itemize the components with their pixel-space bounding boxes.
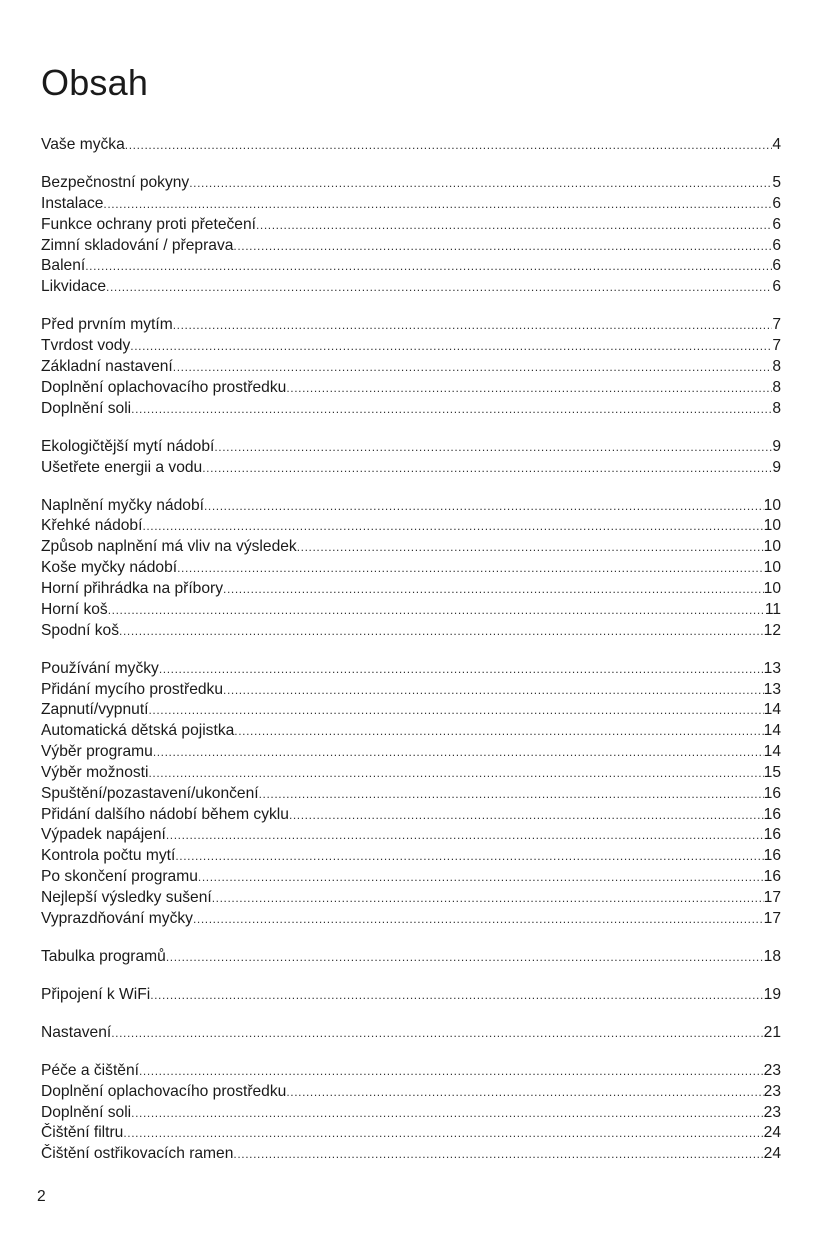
toc-entry-label: Přidání dalšího nádobí během cyklu	[41, 805, 289, 823]
toc-entry[interactable]	[41, 537, 781, 558]
toc-dot-leader	[175, 846, 763, 867]
toc-dot-leader	[234, 721, 763, 742]
toc-entry[interactable]	[41, 496, 781, 517]
toc-dot-leader	[233, 1144, 763, 1165]
toc-entry-label: Likvidace	[41, 278, 107, 296]
toc-dot-leader	[214, 437, 772, 458]
toc-entry[interactable]	[41, 579, 781, 600]
toc-entry-page-number: 7	[772, 337, 781, 355]
toc-entry-page-number: 11	[764, 600, 781, 618]
toc-group	[41, 315, 781, 419]
toc-dot-leader	[149, 700, 764, 721]
toc-entry-page-number: 24	[763, 1124, 781, 1142]
toc-entry-label: Základní nastavení	[41, 357, 173, 375]
toc-entry-page-number: 23	[763, 1103, 781, 1121]
toc-entry[interactable]	[41, 516, 781, 537]
toc-dot-leader	[119, 621, 764, 642]
toc-dot-leader	[148, 763, 763, 784]
toc-dot-leader	[108, 600, 765, 621]
toc-entry-label: Nastavení	[41, 1023, 112, 1041]
toc-dot-leader	[198, 867, 764, 888]
toc-entry[interactable]	[41, 336, 781, 357]
toc-dot-leader	[150, 985, 763, 1006]
toc-entry-label: Čištění filtru	[41, 1124, 124, 1142]
toc-dot-leader	[131, 399, 772, 420]
toc-entry[interactable]	[41, 721, 781, 742]
toc-entry-label: Bezpečnostní pokyny	[41, 174, 190, 192]
toc-group	[41, 173, 781, 298]
toc-dot-leader	[289, 805, 764, 826]
toc-entry[interactable]	[41, 888, 781, 909]
toc-entry-label: Horní koš	[41, 600, 108, 618]
toc-dot-leader	[212, 888, 764, 909]
toc-dot-leader	[142, 516, 763, 537]
toc-group	[41, 135, 781, 156]
toc-entry-label: Funkce ochrany proti přetečení	[41, 215, 256, 233]
toc-entry-page-number: 5	[772, 174, 781, 192]
toc-entry-label: Automatická dětská pojistka	[41, 722, 235, 740]
toc-dot-leader	[223, 579, 764, 600]
toc-entry[interactable]	[41, 805, 781, 826]
toc-group	[41, 496, 781, 642]
toc-entry-label: Zapnutí/vypnutí	[41, 701, 149, 719]
toc-entry-page-number: 17	[763, 888, 781, 906]
toc-entry-label: Tabulka programů	[41, 947, 166, 965]
toc-group	[41, 1061, 781, 1165]
toc-entry-page-number: 21	[763, 1023, 781, 1041]
toc-dot-leader	[286, 378, 772, 399]
toc-entry-page-number: 8	[772, 378, 781, 396]
toc-entry[interactable]	[41, 215, 781, 236]
toc-entry-page-number: 7	[772, 316, 781, 334]
toc-entry-page-number: 14	[763, 743, 781, 761]
toc-entry-label: Připojení k WiFi	[41, 985, 151, 1003]
toc-entry-page-number: 17	[763, 909, 781, 927]
toc-entry[interactable]	[41, 784, 781, 805]
toc-dot-leader	[202, 458, 772, 479]
toc-entry[interactable]	[41, 378, 781, 399]
toc-entry[interactable]	[41, 947, 781, 968]
toc-entry-label: Tvrdost vody	[41, 337, 131, 355]
toc-entry[interactable]	[41, 399, 781, 420]
toc-entry[interactable]	[41, 1103, 781, 1124]
toc-group	[41, 1023, 781, 1044]
toc-entry-page-number: 14	[763, 701, 781, 719]
toc-group	[41, 659, 781, 930]
toc-entry-page-number: 10	[763, 559, 781, 577]
toc-dot-leader	[259, 784, 764, 805]
toc-entry[interactable]	[41, 621, 781, 642]
toc-entry-label: Spuštění/pozastavení/ukončení	[41, 784, 259, 802]
toc-entry-label: Před prvním mytím	[41, 316, 173, 334]
toc-entry-label: Vyprazdňování myčky	[41, 909, 193, 927]
toc-entry-page-number: 14	[763, 722, 781, 740]
toc-dot-leader	[85, 256, 772, 277]
toc-entry[interactable]	[41, 135, 781, 156]
toc-dot-leader	[130, 336, 772, 357]
toc-dot-leader	[233, 236, 772, 257]
toc-group	[41, 985, 781, 1006]
toc-entry-label: Používání myčky	[41, 659, 159, 677]
toc-entry-page-number: 19	[763, 985, 781, 1003]
toc-dot-leader	[193, 909, 764, 930]
toc-entry[interactable]	[41, 909, 781, 930]
toc-entry-label: Ekologičtější mytí nádobí	[41, 437, 215, 455]
toc-entry[interactable]	[41, 742, 781, 763]
toc-entry-page-number: 8	[772, 357, 781, 375]
toc-entry-label: Zimní skladování / přeprava	[41, 236, 234, 254]
toc-entry[interactable]	[41, 680, 781, 701]
toc-entry-label: Doplnění soli	[41, 1103, 132, 1121]
toc-entry-page-number: 16	[763, 868, 781, 886]
toc-dot-leader	[125, 135, 773, 156]
toc-dot-leader	[106, 277, 772, 298]
toc-entry[interactable]	[41, 1144, 781, 1165]
toc-entry-page-number: 23	[763, 1082, 781, 1100]
toc-entry-label: Péče a čištění	[41, 1061, 139, 1079]
toc-entry-label: Spodní koš	[41, 621, 120, 639]
toc-entry[interactable]	[41, 825, 781, 846]
toc-dot-leader	[103, 194, 772, 215]
toc-entry-page-number: 10	[763, 538, 781, 556]
toc-entry-label: Po skončení programu	[41, 868, 198, 886]
toc-entry[interactable]	[41, 985, 781, 1006]
page-title: Obsah	[41, 62, 149, 103]
toc-entry-label: Výpadek napájení	[41, 826, 166, 844]
toc-dot-leader	[159, 659, 764, 680]
toc-entry-page-number: 10	[763, 579, 781, 597]
toc-dot-leader	[173, 357, 773, 378]
toc-entry-page-number: 4	[772, 136, 781, 153]
table-of-contents	[41, 135, 781, 1182]
toc-entry[interactable]	[41, 558, 781, 579]
toc-dot-leader	[256, 215, 772, 236]
toc-entry-page-number: 16	[763, 784, 781, 802]
toc-entry[interactable]	[41, 846, 781, 867]
toc-entry[interactable]	[41, 1023, 781, 1044]
toc-entry-label: Doplnění oplachovacího prostředku	[41, 378, 287, 396]
toc-entry-page-number: 8	[772, 399, 781, 417]
toc-entry-page-number: 9	[772, 437, 781, 455]
toc-entry-page-number: 24	[763, 1145, 781, 1163]
toc-entry[interactable]	[41, 1123, 781, 1144]
toc-dot-leader	[173, 315, 773, 336]
toc-entry[interactable]	[41, 763, 781, 784]
toc-dot-leader	[166, 947, 764, 968]
toc-entry-page-number: 6	[772, 236, 781, 254]
toc-entry-page-number: 6	[772, 215, 781, 233]
toc-entry-label: Koše myčky nádobí	[41, 559, 178, 577]
toc-entry-page-number: 18	[763, 947, 781, 965]
toc-entry-page-number: 16	[763, 847, 781, 865]
toc-entry-label: Způsob naplnění má vliv na výsledek	[41, 538, 297, 556]
toc-entry-page-number: 13	[763, 680, 781, 698]
toc-entry-page-number: 12	[763, 621, 781, 639]
toc-entry-label: Přidání mycího prostředku	[41, 680, 224, 698]
toc-group	[41, 947, 781, 968]
toc-entry-label: Křehké nádobí	[41, 517, 143, 535]
toc-entry-page-number: 16	[763, 826, 781, 844]
toc-entry-page-number: 10	[763, 517, 781, 535]
toc-entry[interactable]	[41, 315, 781, 336]
toc-entry-label: Kontrola počtu mytí	[41, 847, 176, 865]
toc-dot-leader	[297, 537, 764, 558]
toc-dot-leader	[139, 1061, 764, 1082]
toc-dot-leader	[166, 825, 764, 846]
toc-entry-label: Ušetřete energii a vodu	[41, 458, 203, 476]
toc-entry[interactable]	[41, 277, 781, 298]
toc-entry[interactable]	[41, 256, 781, 277]
toc-dot-leader	[177, 558, 764, 579]
toc-entry[interactable]	[41, 659, 781, 680]
toc-entry-label: Vaše myčka	[41, 136, 125, 153]
toc-entry[interactable]	[41, 1082, 781, 1103]
toc-entry[interactable]	[41, 867, 781, 888]
toc-dot-leader	[123, 1123, 763, 1144]
toc-entry[interactable]	[41, 173, 781, 194]
toc-dot-leader	[153, 742, 764, 763]
toc-entry-label: Horní přihrádka na příbory	[41, 579, 224, 597]
toc-entry[interactable]	[41, 236, 781, 257]
toc-entry-label: Výběr programu	[41, 743, 153, 761]
toc-dot-leader	[223, 680, 764, 701]
toc-dot-leader	[111, 1023, 763, 1044]
toc-entry-page-number: 9	[772, 458, 781, 476]
toc-dot-leader	[189, 173, 772, 194]
toc-entry[interactable]	[41, 437, 781, 458]
toc-entry-page-number: 6	[772, 194, 781, 212]
toc-entry[interactable]	[41, 600, 781, 621]
toc-entry-label: Doplnění soli	[41, 399, 132, 417]
toc-entry[interactable]	[41, 700, 781, 721]
page-number: 2	[37, 1188, 46, 1205]
toc-dot-leader	[286, 1082, 763, 1103]
toc-entry-label: Čištění ostřikovacích ramen	[41, 1145, 234, 1163]
toc-entry[interactable]	[41, 1061, 781, 1082]
toc-entry[interactable]	[41, 458, 781, 479]
toc-dot-leader	[204, 496, 764, 517]
toc-entry-page-number: 15	[763, 763, 781, 781]
toc-entry-label: Naplnění myčky nádobí	[41, 496, 204, 514]
toc-entry-page-number: 13	[763, 659, 781, 677]
toc-entry-label: Doplnění oplachovacího prostředku	[41, 1082, 287, 1100]
toc-entry-page-number: 6	[772, 278, 781, 296]
toc-entry-label: Nejlepší výsledky sušení	[41, 888, 212, 906]
toc-entry-page-number: 10	[763, 496, 781, 514]
toc-entry-page-number: 6	[772, 257, 781, 275]
toc-entry[interactable]	[41, 194, 781, 215]
toc-entry-label: Instalace	[41, 194, 104, 212]
toc-entry-label: Výběr možnosti	[41, 763, 149, 781]
toc-dot-leader	[131, 1103, 763, 1124]
toc-group	[41, 437, 781, 479]
toc-entry-label: Balení	[41, 257, 86, 275]
toc-entry-page-number: 16	[763, 805, 781, 823]
toc-entry[interactable]	[41, 357, 781, 378]
toc-entry-page-number: 23	[763, 1061, 781, 1079]
